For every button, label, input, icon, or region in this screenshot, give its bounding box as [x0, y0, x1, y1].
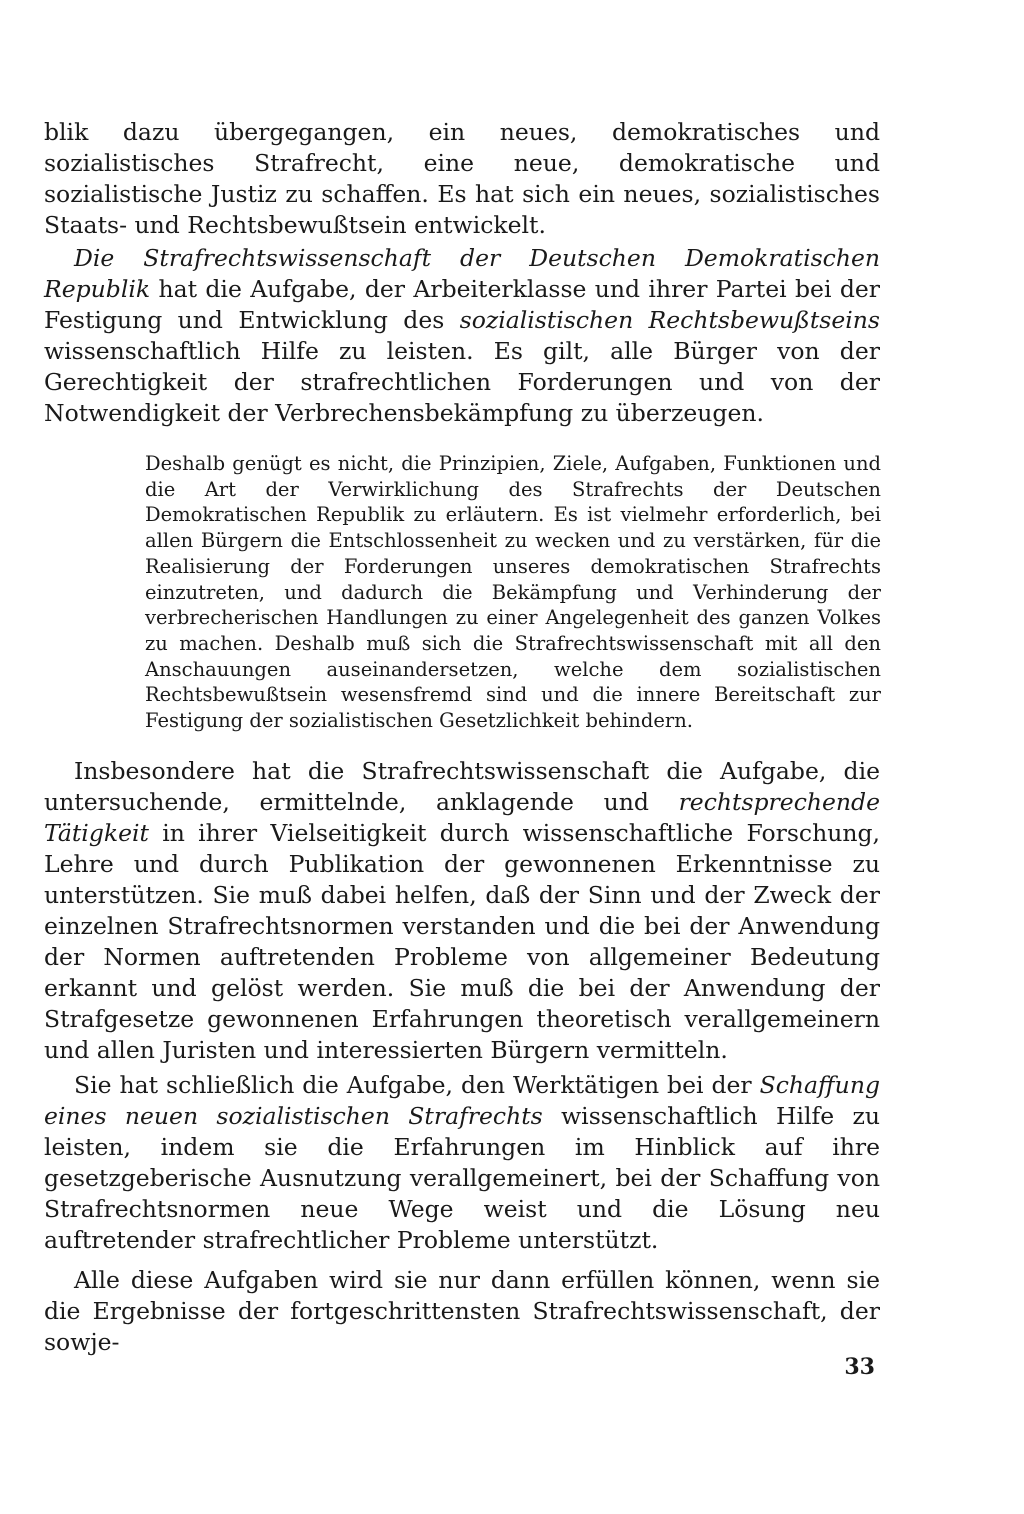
paragraph-2-text-2: wissenschaftlich Hilfe zu leisten. Es gilt, alle Bürger von der Gerechtigkeit der strafrechtlichen Forderungen und von der Notwendigkeit der Verbrechensbekämpfung zu überzeugen.	[44, 337, 880, 427]
paragraph-2-text-1: hat die Aufgabe, der Arbeiterklasse und ihrer Partei bei der Festigung und Entwicklung des	[44, 275, 880, 334]
paragraph-5-text-1: Sie hat schließlich die Aufgabe, den Werktätigen bei der	[74, 1071, 760, 1099]
paragraph-4	[44, 756, 880, 1066]
paragraph-5	[44, 1070, 880, 1256]
paragraph-1	[44, 117, 880, 241]
paragraph-5-text-2: wissenschaftlich Hilfe zu leisten, indem sie die Erfahrungen im Hinblick auf ihre gesetzgeberische Ausnutzung verallgemeinert, bei der Schaffung von Strafrechtsnormen neue Wege weist und die Lösung neu auftretender strafrechtlicher Probleme unterstützt.	[44, 1102, 880, 1254]
paragraph-1-text: blik dazu übergegangen, ein neues, demokratisches und sozialistisches Strafrecht, eine neue, demokratische und sozialistische Justiz zu schaffen. Es hat sich ein neues, sozialistisches Staats- und Rechtsbewußtsein entwickelt.	[44, 118, 880, 239]
paragraph-3-text: Deshalb genügt es nicht, die Prinzipien, Ziele, Aufgaben, Funktionen und die Art der Verwirklichung des Strafrechts der Deutschen Demokratischen Republik zu erläutern. Es ist vielmehr erforderlich, bei allen Bürgern die Entschlossenheit zu wecken und zu verstärken, für die Realisierung der Forderungen unseres demokratischen Strafrechts einzutreten, und dadurch die Bekämpfung und Verhinderung der verbrecherischen Handlungen zu einer Angelegenheit des ganzen Volkes zu machen. Deshalb muß sich die Strafrechtswissenschaft mit all den Anschauungen auseinandersetzen, welche dem sozialistischen Rechtsbewußtsein wesensfremd sind und die innere Bereitschaft zur Festigung der sozialistischen Gesetzlichkeit behindern.	[145, 452, 881, 733]
paragraph-4-text-2: in ihrer Vielseitigkeit durch wissenschaftliche Forschung, Lehre und durch Publikation der gewonnenen Erkenntnisse zu unterstützen. Sie muß dabei helfen, daß der Sinn und der Zweck der einzelnen Strafrechtsnormen verstanden und die bei der Anwendung der Normen auftretenden Probleme von allgemeiner Bedeutung erkannt und gelöst werden. Sie muß die bei der Anwendung der Strafgesetze gewonnenen Erfahrungen theoretisch verallgemeinern und allen Juristen und interessierten Bürgern vermitteln.	[44, 819, 880, 1064]
page-number: 33	[844, 1354, 875, 1380]
paragraph-6	[44, 1265, 880, 1358]
paragraph-2	[44, 243, 880, 429]
paragraph-2-italic-1: Die Strafrechtswissenschaft der Deutschen Demokratischen Republik	[44, 244, 880, 303]
paragraph-6-text: Alle diese Aufgaben wird sie nur dann erfüllen können, wenn sie die Ergebnisse der fortgeschrittensten Strafrechtswissenschaft, der sowje-	[44, 1266, 880, 1356]
paragraph-3-small-print	[145, 451, 881, 734]
paragraph-5-italic-1: Schaffung eines neuen sozialistischen Strafrechts	[44, 1071, 880, 1130]
paragraph-2-italic-2: sozialistischen Rechtsbewußtseins	[459, 306, 880, 334]
paragraph-4-text-1: Insbesondere hat die Strafrechtswissenschaft die Aufgabe, die untersuchende, ermittelnde, anklagende und	[44, 757, 880, 816]
paragraph-4-italic-1: rechtsprechende Tätigkeit	[44, 788, 880, 847]
